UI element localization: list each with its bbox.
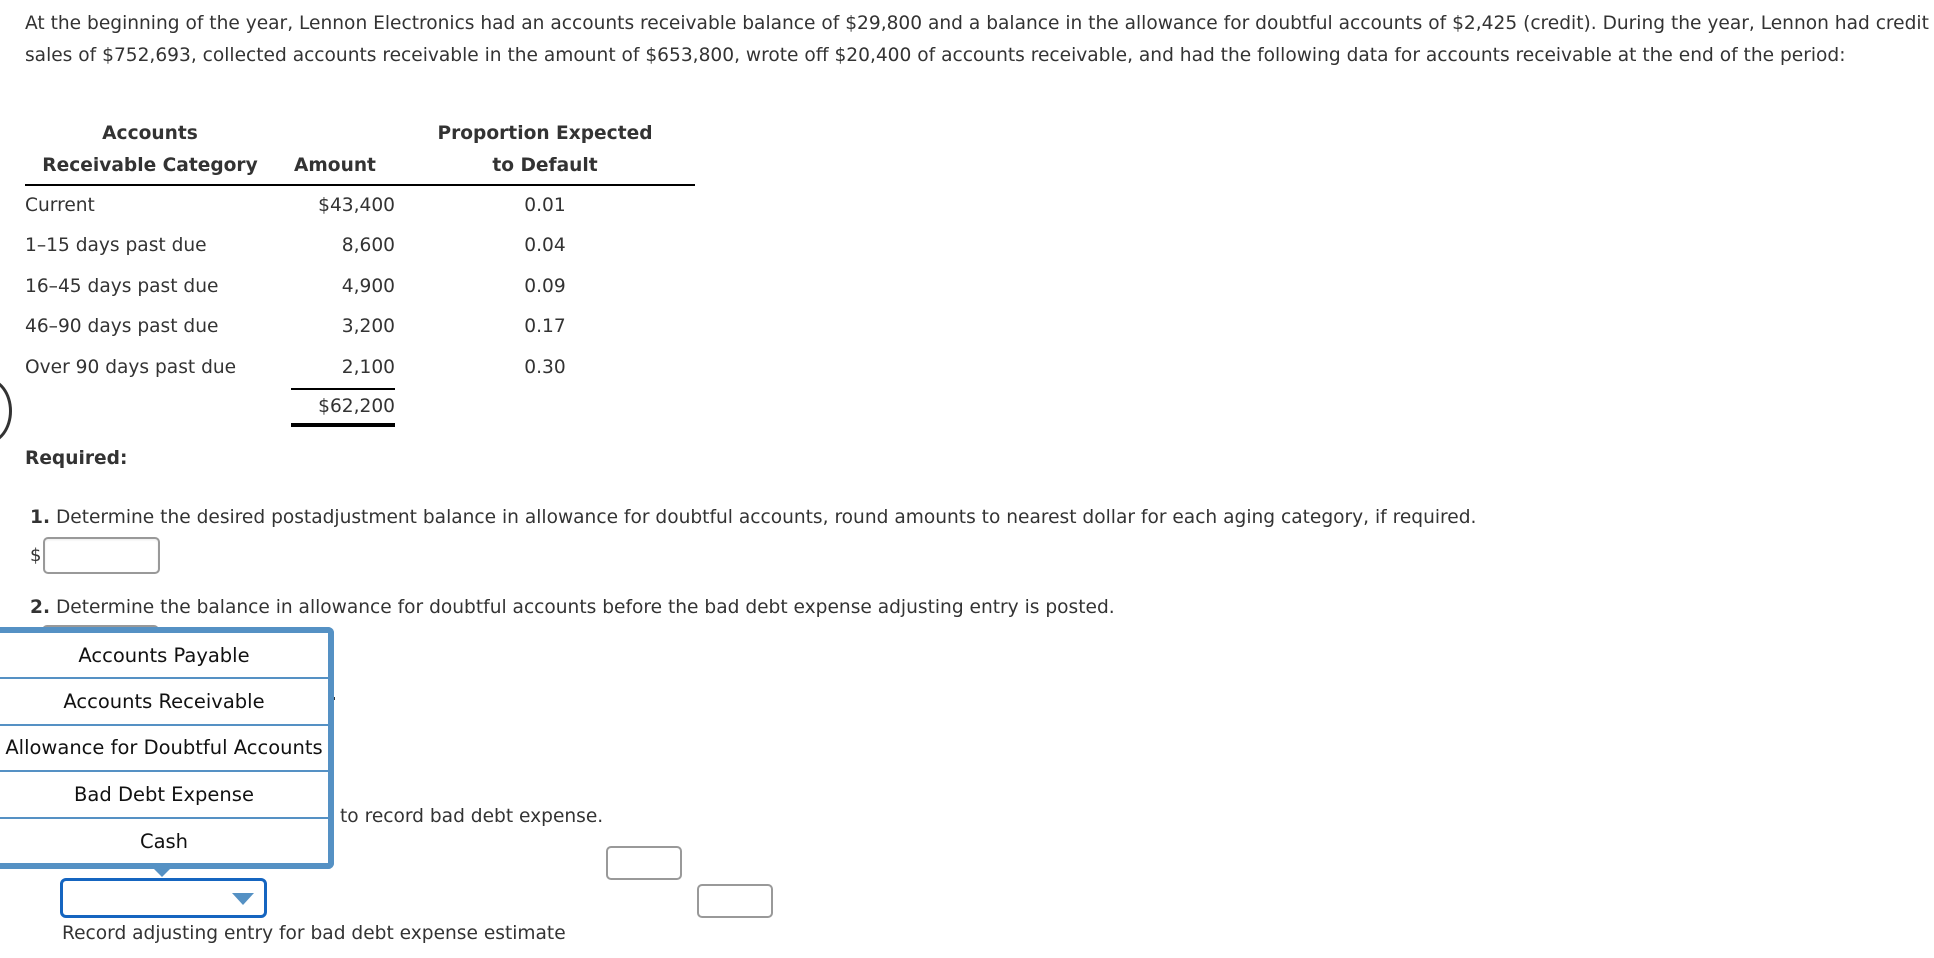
debit-amount-input[interactable] [606,846,682,880]
row-proportion: 0.04 [524,235,566,257]
header-category-line1: Accounts [102,123,198,144]
question-1-text: Determine the desired postadjustment balance in allowance for doubtful accounts, round amounts to nearest dollar for each aging category, if required. [55,507,1477,528]
question-3-text: to record bad debt expense. [340,806,604,827]
dropdown-option-allowance-for-doubtful-accounts[interactable]: Allowance for Doubtful Accounts [0,726,328,772]
question-1-answer-row [30,537,160,574]
row-amount: 2,100 [341,356,395,378]
problem-intro: At the beginning of the year, Lennon Electronics had an accounts receivable balance of $29,800 and a balance in the allowance for doubtful accounts of $2,425 (credit). During the year, Lennon had credit sales of $752,693, collected accounts receivable in the amount of $653,800, wrote off $20,400 of accounts receivable, and had the following data for accounts receivable at the end of the period: [25,13,1929,66]
row-category: 46–90 days past due [25,316,219,338]
table-row [25,226,695,267]
question-2-text: Determine the balance in allowance for doubtful accounts before the bad debt expense adjusting entry is posted. [55,597,1115,618]
dropdown-option-cash[interactable]: Cash [139,830,189,854]
question-1-number: 1. [30,507,51,528]
total-spacer-right [395,388,695,429]
postadjustment-balance-input[interactable] [43,537,160,574]
dropdown-option-accounts-payable[interactable]: Accounts Payable [0,633,328,679]
row-amount: 8,600 [341,235,395,257]
total-spacer [25,388,275,429]
credit-amount-input[interactable] [697,884,773,918]
row-category: 16–45 days past due [25,275,219,297]
row-proportion: 0.01 [524,195,566,217]
row-proportion: 0.17 [524,316,566,338]
journal-entry-caption: Record adjusting entry for bad debt expense estimate [62,923,566,944]
row-category: Over 90 days past due [25,356,237,378]
account-select[interactable] [60,878,267,918]
row-amount: $43,400 [318,195,395,217]
circle-annotation [0,378,12,444]
required-heading: Required: [25,448,128,469]
row-proportion: 0.09 [524,275,566,297]
chevron-down-icon [232,893,254,905]
table-row [25,266,695,307]
row-category: 1–15 days past due [25,235,207,257]
dropdown-pointer-icon [154,869,170,877]
aging-table [25,118,695,428]
row-proportion: 0.30 [524,356,566,378]
header-category-line2: Receivable Category [25,150,275,185]
question-1 [30,507,1476,528]
row-category: Current [25,195,95,217]
table-row [25,347,695,388]
table-total: $62,200 [291,388,395,427]
dropdown-option-accounts-receivable[interactable]: Accounts Receivable [0,679,328,725]
table-row [25,185,695,226]
dropdown-option-bad-debt-expense[interactable]: Bad Debt Expense [0,772,328,818]
account-dropdown-menu[interactable] [0,627,334,869]
question-2 [30,597,1115,618]
table-row [25,307,695,348]
row-amount: 3,200 [341,316,395,338]
header-proportion-line2: to Default [395,150,695,185]
header-amount-spacer [275,118,395,150]
currency-symbol: $ [30,545,42,566]
row-amount: 4,900 [341,275,395,297]
total-cell [275,388,395,429]
header-proportion-line1: Proportion Expected [437,123,653,144]
header-amount: Amount [275,150,395,185]
question-2-number: 2. [30,597,51,618]
table-total-row [25,388,695,429]
